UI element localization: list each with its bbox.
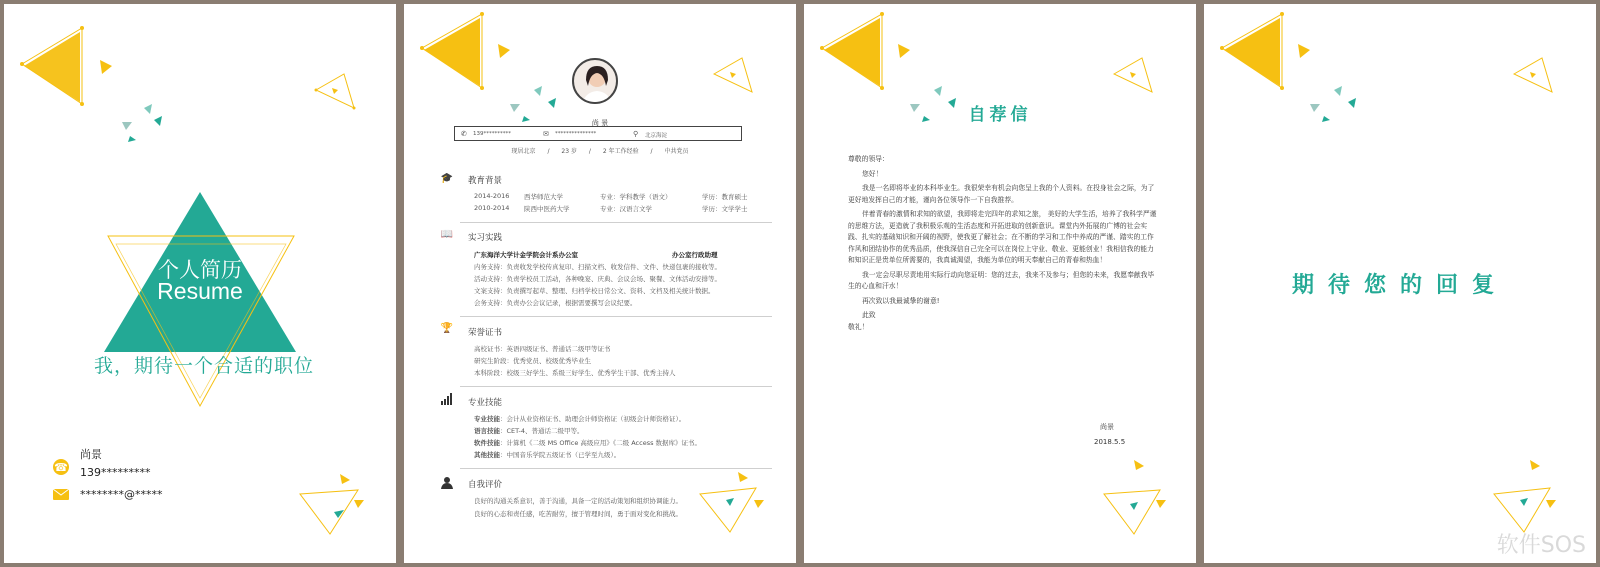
closing-title: 期待您的回复 — [1291, 273, 1508, 298]
cover-subtitle: Resume — [157, 278, 243, 304]
closing-page — [1204, 4, 1596, 563]
section-divider — [460, 316, 772, 317]
cover-phone: 139********* — [80, 466, 151, 479]
letter-paragraph: 再次致以我最诚挚的谢意! — [862, 296, 940, 305]
skill-line — [474, 438, 774, 447]
education-title: 教育背景 — [468, 176, 503, 186]
avatar — [572, 58, 618, 104]
internship-line: 文案支持：负责撰写起草、整理、归档学校日常公文、资料、文档及相关统计数据。 — [474, 287, 715, 295]
book-icon: 📖 — [440, 229, 454, 240]
location-icon: ⚲ — [633, 130, 639, 138]
mail-icon: ✉ — [543, 130, 549, 138]
internship-line: 内务支持：负责收发学校传真复印、扫描文档、收发信件、文件、快递包裹的接收等。 — [474, 263, 721, 271]
letter-signature: 尚景 — [1100, 423, 1114, 431]
trophy-icon: 🏆 — [440, 323, 454, 334]
phone-icon: ✆ — [461, 130, 467, 138]
letter-page — [804, 4, 1196, 563]
honor-line: 研究生阶段：优秀党员、校级优秀毕业生 — [474, 357, 591, 365]
skill-line — [474, 426, 774, 435]
resume-email: *************** — [555, 131, 597, 137]
graduation-cap-icon: 🎓 — [440, 173, 454, 184]
letter-greeting: 尊敬的领导： — [848, 155, 889, 163]
edu-school: 西华师范大学 — [524, 193, 563, 201]
resume-location: 北京海淀 — [645, 133, 668, 139]
honors-title: 荣誉证书 — [468, 328, 503, 338]
svg-text:☎: ☎ — [54, 461, 68, 474]
cover-page — [4, 4, 396, 563]
contact-bar — [454, 126, 742, 141]
skill-label: 语言技能 — [474, 427, 500, 435]
letter-title: 自荐信 — [968, 105, 1032, 125]
skill-text: ：CET-4、普通话二级甲等。 — [500, 427, 584, 435]
skill-line — [474, 414, 774, 423]
resume-name: 尚 景 — [591, 119, 609, 127]
skill-text: ：会计从业资格证书、助理会计师资格证（初级会计师资格证）。 — [500, 415, 686, 423]
section-divider — [460, 468, 772, 469]
letter-hello: 您好！ — [862, 169, 883, 178]
info-separator: / — [547, 148, 550, 155]
self-eval-line: 良好的心态和责任感，吃苦耐劳，擅于管理时间，勇于面对变化和挑战。 — [474, 510, 682, 518]
letter-paragraph: 伴着青春的激情和求知的欲望，我即将走完四年的求知之旅， 美好的大学生活，培养了我科学严谨的思维方法，更造就了我积极乐观的生活态度和开拓进取的创新意识。课堂内外拓展的广博的社会实践、扎实的基础知识和开阔的视野，使我更了解社会；在不断的学习和工作中养成的严谨、踏实的工作作风和团结协作的优秀品质，使我深信自己完全可以在岗位上守业、敬业、更能创业！我相信我的能力和知识正是贵单位所需要的，我真诚渴望，我能为单位的明天奉献自己的青春和热血！ — [848, 210, 1157, 264]
phone-icon — [52, 458, 70, 476]
skill-text: ：中国音乐学院五级证书（已学至九级）。 — [500, 451, 621, 459]
info-location: 现居北京 — [511, 148, 536, 155]
resume-page — [404, 4, 796, 563]
edu-degree: 学历：教育硕士 — [702, 193, 748, 201]
skill-label: 软件技能 — [474, 439, 500, 447]
edu-school: 陕西中医药大学 — [524, 205, 570, 213]
edu-major: 专业：学科教学（语文） — [600, 193, 672, 201]
skill-text: ：计算机《二级 MS Office 高级应用》《二级 Access 数据库》证书。 — [500, 439, 702, 447]
letter-body — [848, 154, 1158, 336]
internship-line: 会务支持：负责办公会议记录，根据需要撰写会议纪要。 — [474, 299, 637, 307]
skills-title: 专业技能 — [468, 398, 503, 408]
internship-role: 办公室行政助理 — [672, 251, 718, 259]
person-icon — [440, 476, 454, 490]
edu-period: 2014-2016 — [474, 192, 510, 200]
self-eval-line: 良好的沟通关系意识，善于沟通，具备一定的活动策划和组织协调能力。 — [474, 497, 682, 505]
info-party: 中共党员 — [664, 148, 689, 155]
resume-phone: 139********** — [473, 131, 511, 137]
letter-date: 2018.5.5 — [1094, 438, 1126, 446]
info-experience: 2 年工作经验 — [602, 148, 639, 155]
edu-degree: 学历：文学学士 — [702, 205, 748, 213]
letter-closing: 此致 — [862, 311, 876, 319]
cover-name: 尚景 — [80, 448, 102, 461]
cover-slogan: 我，期待一个合适的职位 — [93, 355, 314, 377]
honor-line: 高校证书：英语四级证书、普通话二级甲等证书 — [474, 345, 611, 353]
cover-title: 个人简历 — [158, 258, 242, 282]
watermark: 软件SOS — [1496, 533, 1586, 558]
skill-label: 其他技能 — [474, 451, 500, 459]
mail-icon — [52, 486, 70, 500]
internship-org: 广东海洋大学计金学院会计系办公室 — [474, 251, 578, 259]
section-divider — [460, 386, 772, 387]
letter-paragraph: 我一定会尽职尽责地用实际行动向您证明：您的过去，我来不及参与；但您的未来，我愿奉献我毕生的心血和汗水！ — [848, 270, 1155, 290]
internship-line: 活动支持：负责学校员工活动，各种晚宴、庆典、会议会场、聚餐、文体活动安排等。 — [474, 275, 721, 283]
internship-title: 实习实践 — [468, 233, 503, 243]
letter-paragraph: 我是一名即将毕业的本科毕业生。我很荣幸有机会向您呈上我的个人资料。在投身社会之际，为了更好地发挥自己的才能，谨向各位领导作一下自我推荐。 — [848, 184, 1155, 204]
info-age: 23 岁 — [561, 148, 577, 155]
edu-major: 专业：汉语言文学 — [600, 205, 652, 213]
skill-line — [474, 450, 774, 459]
section-divider — [460, 222, 772, 223]
resume-info-line — [404, 146, 796, 155]
letter-salute: 敬礼！ — [848, 322, 869, 331]
bar-chart-icon — [440, 392, 454, 406]
info-separator: / — [650, 148, 653, 155]
info-separator: / — [588, 148, 591, 155]
self-eval-title: 自我评价 — [468, 480, 503, 490]
skill-label: 专业技能 — [474, 415, 500, 423]
edu-period: 2010-2014 — [474, 204, 510, 212]
cover-email: ********@***** — [80, 488, 163, 501]
honor-line: 本科阶段：校级三好学生、系级三好学生、优秀学生干部、优秀主持人 — [474, 369, 676, 377]
